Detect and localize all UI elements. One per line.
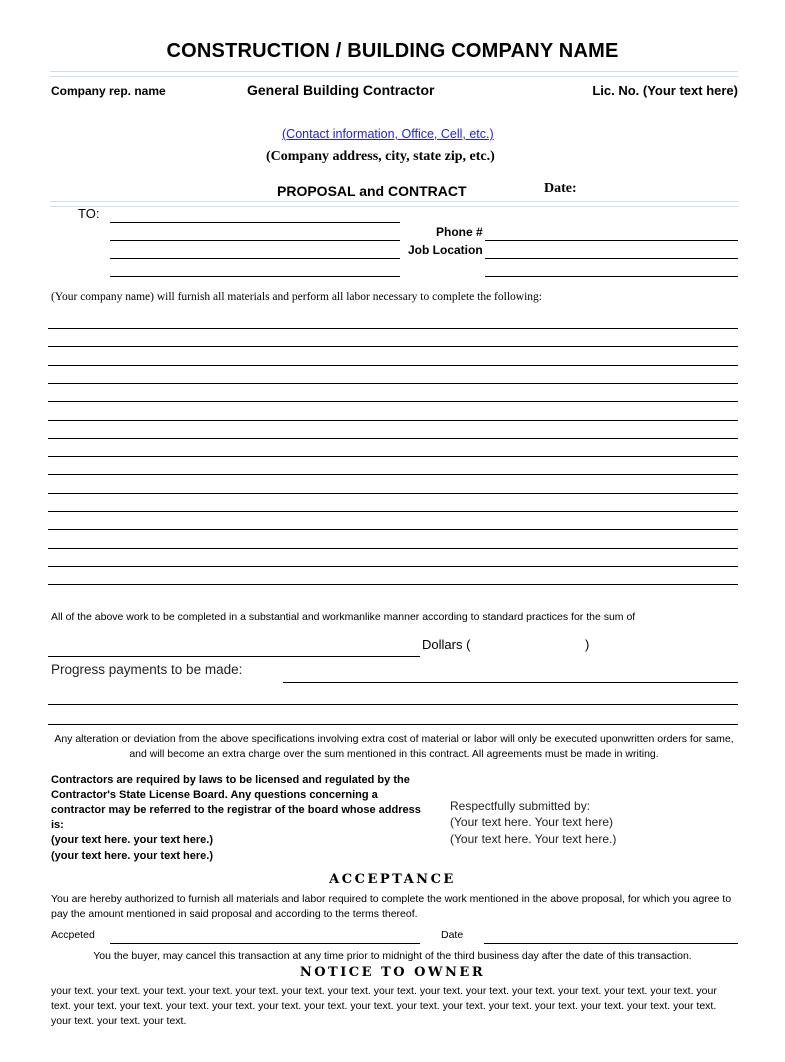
submitted-label: Respectfully submitted by: <box>450 799 591 813</box>
notice-heading: NOTICE TO OWNER <box>299 965 486 980</box>
acceptance-heading: ACCEPTANCE <box>329 872 456 887</box>
dollars-close: ) <box>585 637 590 652</box>
contractor-type: General Building Contractor <box>247 82 435 98</box>
notice-text: your text. your text. your text. your text. your text. your text. your text. your text. your text. your text. your text. your text. your text. your text. your text. your text. your text. your text. your text. your text. your text. your text. your text. your text. your text. your text. your text. your text. your text. your text. your text. your text. <box>51 985 717 1027</box>
sum-line[interactable] <box>48 656 420 657</box>
document-title: PROPOSAL and CONTRACT <box>277 183 467 199</box>
rep-label: Company rep. name <box>51 84 166 98</box>
acceptance-date-line[interactable] <box>484 943 738 944</box>
submitted-line-2: (Your text here. Your text here.) <box>450 832 617 846</box>
notice-line-1: (your text here. your text here.) <box>51 834 213 846</box>
to-line-2[interactable] <box>110 240 400 241</box>
company-name: CONSTRUCTION / BUILDING COMPANY NAME <box>166 40 619 62</box>
contact-link[interactable]: (Contact information, Office, Cell, etc.) <box>282 127 494 141</box>
progress-line-2[interactable] <box>48 704 738 705</box>
date-label: Date: <box>544 181 577 196</box>
submitted-line-1: (Your text here. Your text here) <box>450 815 613 829</box>
license-notice: Contractors are required by laws to be licensed and regulated by the Contractor's State License Board. Any questions concerning a contractor may be referred to the registrar of the board whose address is: <box>51 774 421 831</box>
scope-line[interactable] <box>48 474 738 475</box>
to-line-4[interactable] <box>110 276 400 277</box>
to-line-3[interactable] <box>110 258 400 259</box>
progress-line-3[interactable] <box>48 724 738 725</box>
alteration-text: Any alteration or deviation from the above specifications involving extra cost of material or labor will only be executed uponwritten orders for same, and will become an extra charge over the sum mentioned in this contract. All agreements must be made in writing. <box>54 733 734 760</box>
job-location-line-2[interactable] <box>485 276 738 277</box>
phone-label: Phone # <box>436 225 483 239</box>
job-location-label: Job Location <box>408 243 483 257</box>
company-address: (Company address, city, state zip, etc.) <box>266 149 495 164</box>
scope-line[interactable] <box>48 548 738 549</box>
scope-line[interactable] <box>48 493 738 494</box>
title-divider <box>50 201 738 207</box>
scope-line[interactable] <box>48 383 738 384</box>
scope-line[interactable] <box>48 584 738 585</box>
scope-line[interactable] <box>48 365 738 366</box>
license-number: Lic. No. (Your text here) <box>592 83 738 98</box>
cancel-text: You the buyer, may cancel this transaction at any time prior to midnight of the third business day after the date of this transaction. <box>93 950 692 962</box>
scope-intro: (Your company name) will furnish all materials and perform all labor necessary to complete the following: <box>51 291 542 303</box>
scope-line[interactable] <box>48 328 738 329</box>
to-label: TO: <box>78 206 100 221</box>
scope-line[interactable] <box>48 346 738 347</box>
phone-line[interactable] <box>485 240 738 241</box>
to-line-1[interactable] <box>110 222 400 223</box>
scope-line[interactable] <box>48 511 738 512</box>
scope-line[interactable] <box>48 401 738 402</box>
scope-line[interactable] <box>48 566 738 567</box>
acceptance-text: You are hereby authorized to furnish all materials and labor required to complete the work mentioned in the above proposal, for which you agree to pay the amount mentioned in said proposal and according to the terms thereof. <box>51 893 732 920</box>
progress-label: Progress payments to be made: <box>51 662 243 677</box>
acceptance-date-label: Date <box>441 929 464 941</box>
dollars-label: Dollars ( <box>422 637 471 652</box>
notice-line-2: (your text here. your text here.) <box>51 850 213 862</box>
accepted-label: Accpeted <box>51 929 95 941</box>
scope-line[interactable] <box>48 438 738 439</box>
progress-line-1[interactable] <box>283 682 738 683</box>
scope-line[interactable] <box>48 456 738 457</box>
scope-line[interactable] <box>48 420 738 421</box>
scope-line[interactable] <box>48 529 738 530</box>
completion-text: All of the above work to be completed in a substantial and workmanlike manner according to standard practices for the sum of <box>51 611 636 623</box>
accepted-signature-line[interactable] <box>110 943 420 944</box>
job-location-line-1[interactable] <box>485 258 738 259</box>
header-divider <box>50 71 738 77</box>
